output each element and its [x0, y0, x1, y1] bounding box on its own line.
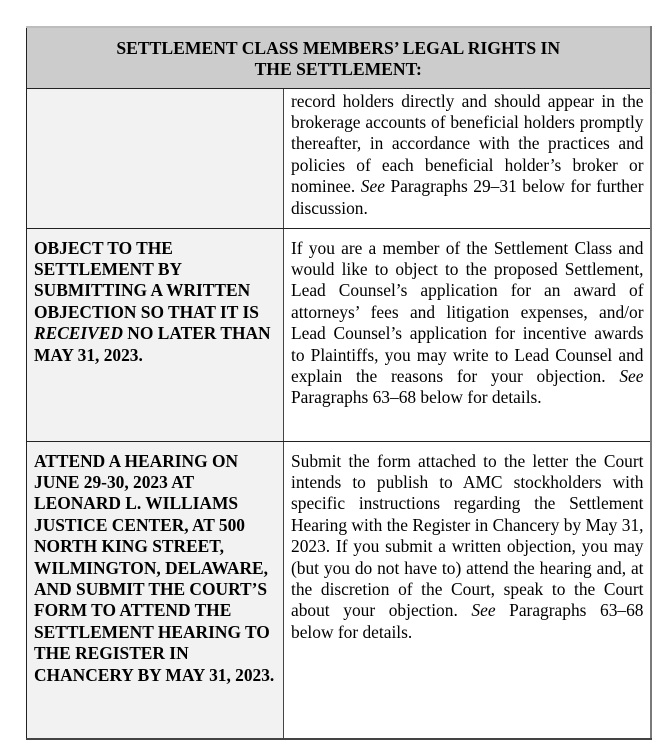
paragraph-reference: Paragraphs 29–31 below for further discussion. — [291, 176, 644, 218]
table-header-row — [27, 27, 651, 88]
paragraph-reference: Paragraphs 63–68 below for details. — [291, 600, 644, 642]
table-header — [27, 27, 651, 88]
table-row — [27, 441, 651, 739]
option-label — [27, 442, 283, 686]
option-text: OBJECT TO THE SETTLEMENT BY SUBMITTING A WRITTEN OBJECTION SO THAT IT IS — [34, 237, 259, 322]
see-reference: See — [471, 600, 496, 621]
paragraph-reference: Paragraphs 63–68 below for details. — [291, 387, 542, 408]
description-cell — [284, 88, 651, 228]
table-row — [27, 88, 651, 228]
option-text-italic: RECEIVED — [34, 323, 123, 344]
option-description — [284, 89, 650, 219]
description-cell — [284, 441, 651, 739]
option-text: ATTEND A HEARING ON JUNE 29-30, 2023 AT LEONARD L. WILLIAMS JUSTICE CENTER, AT 500 NORTH KING STREET, WILMINGTON, DELAWARE, AND SUBMIT THE COURT’S FORM TO ATTEND THE SETTLEMENT HEARING TO THE REGISTER IN CHANCERY BY MAY 31, 2023. — [34, 450, 275, 685]
table-row — [27, 228, 651, 441]
option-cell — [27, 441, 284, 739]
legal-rights-table — [26, 26, 652, 740]
option-label — [27, 229, 283, 366]
option-cell — [27, 88, 284, 228]
see-reference: See — [619, 365, 644, 386]
option-cell — [27, 228, 284, 441]
table-title: SETTLEMENT CLASS MEMBERS’ LEGAL RIGHTS IN THE SETTLEMENT: — [116, 38, 561, 79]
option-label — [27, 89, 283, 98]
option-description — [284, 229, 650, 409]
option-description — [284, 442, 650, 644]
option-text-end: NO LATER THAN MAY 31, 2023. — [34, 323, 271, 365]
description-text: record holders directly and should appear in the brokerage accounts of beneficial holders promptly thereafter, in accordance with the practices and policies of each beneficial holder’s broker or nominee. — [291, 90, 644, 197]
description-text: Submit the form attached to the letter the Court intends to publish to AMC stockholders with specific instructions regarding the Settlement Hearing with the Register in Chancery by May 31, 2023. If you submit a written objection, you may (but you do not have to) attend the hearing and, at the discretion of the Court, speak to the Court about your objection. — [291, 450, 644, 621]
description-cell — [284, 228, 651, 441]
see-reference: See — [360, 176, 385, 197]
description-text: If you are a member of the Settlement Class and would like to object to the proposed Settlement, Lead Counsel’s application for an award of attorneys’ fees and litigation expenses, and/or Lead Counsel’s application for incentive awards to Plaintiffs, you may write to Lead Counsel and explain the reasons for your objection. — [291, 237, 644, 386]
